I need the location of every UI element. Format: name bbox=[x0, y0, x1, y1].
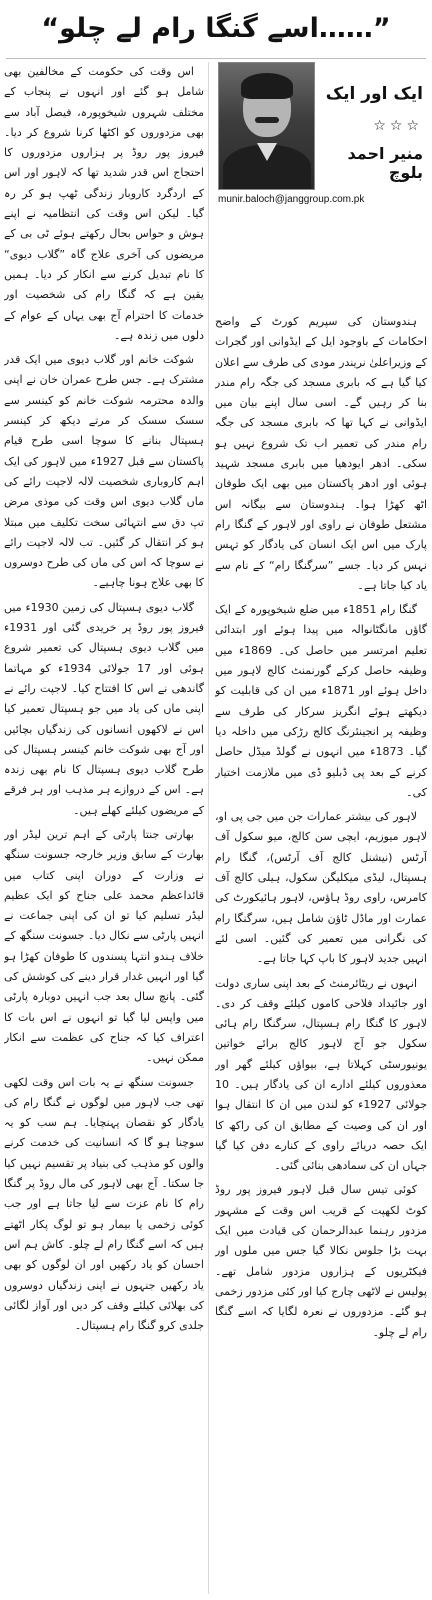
headline-rule bbox=[6, 58, 426, 59]
paragraph: لاہور کی بیشتر عمارات جن میں جی پی او، لاہور میوزیم، ایچی سن کالج، میو سکول آف آرٹس (نیشنل کالج آف آرٹس)، گنگا رام ہسپتال، لیڈی میکلیگن سکول، ہیلی کالج آف کامرس، راوی روڈ ہاؤس، لاہور ہائیکورٹ کی عمارت اور ماڈل ٹاؤن شامل ہیں، سرگنگا رام کی نگرانی میں تعمیر کی گئیں۔ اسی لئے انہیں جدید لاہور کا باپ کہا جاتا ہے۔ bbox=[215, 810, 427, 966]
paragraph: گلاب دیوی ہسپتال کی زمین 1930ء میں فیروز پور روڈ پر خریدی گئی اور 1931ء میں گلاب دیوی ہسپتال کی تعمیر شروع ہوئی اور 17 جولائی 1934ء کو مہاتما گاندھی نے اس کا افتتاح کیا۔ لاجپت رائے نے اپنی ماں کی یاد میں جو ہسپتال تعمیر کیا اس نے لاکھوں انسانوں کی زندگیاں بچائیں اور آج بھی شوکت خانم کینسر ہسپتال کی طرح گلاب دیوی ہسپتال کا نام بھی زندہ ہے۔ اس کے دروازے ہر مذہب اور ہر فرقے کے مریضوں کیلئے کھلے ہیں۔ bbox=[4, 600, 204, 817]
author-email: munir.baloch@janggroup.com.pk bbox=[218, 194, 365, 205]
paragraph: انہوں نے ریٹائرمنٹ کے بعد اپنی ساری دولت اور جائیداد فلاحی کاموں کیلئے وقف کر دی۔ لاہور کا گنگا رام ہسپتال، سرگنگا رام ہائی سکول جو آج لاہور کالج برائے خواتین یونیورسٹی کہلاتا ہے، بیواؤں کیلئے گھر اور معذوروں کیلئے ادارے ان کی یادگار ہیں۔ 10 جولائی 1927ء کو لندن میں ان کا انتقال ہوا اور ان کی وصیت کے مطابق ان کی راکھ کا ایک حصہ دریائے راوی کے کنارے دفن کیا گیا جہاں ان کی سمادھی بنائی گئی۔ bbox=[215, 976, 427, 1173]
paragraph: اس وقت کی حکومت کے مخالفین بھی شامل ہو گئے اور انہوں نے پنجاب کے مختلف شہروں شیخوپورہ، فیصل آباد سے بھی مزدوروں کو اکٹھا کرنا شروع کر دیا۔ فیروز پور روڈ پر ہزاروں مزدوروں کا احتجاج اس قدر شدید تھا کہ لاہور اور اس کے اردگرد کاروبار زندگی ٹھپ ہو کر رہ گیا۔ لیکن اس وقت کی انتظامیہ نے اپنے ہوش و حواس بحال رکھتے ہوئے ٹی بی کے مریضوں کی آخری علاج گاہ ”گلاب دیوی“ کا نام تبدیل کرنے سے انکار کر دیا۔ ہمیں یقین ہے کہ گنگا رام کی شخصیت اور خدمات کا احترام آج بھی یہاں کے عوام کے دلوں میں زندہ ہے۔ bbox=[4, 65, 204, 342]
paragraph: بھارتی جنتا پارٹی کے اہم ترین لیڈر اور بھارت کے سابق وزیر خارجہ جسونت سنگھ نے وزارت کے دوران اپنی کتاب میں قائداعظم محمد علی جناح کو ایک عظیم لیڈر تسلیم کیا تو ان کی اپنی جماعت نے انہیں پارٹی سے نکال دیا۔ جسونت سنگھ کے خلاف ہندو انتہا پسندوں کا طوفان کھڑا ہو گیا اور انہیں غدار قرار دینے کی کوشش کی گئی۔ پانچ سال بعد جب انہیں دوبارہ پارٹی میں واپس لیا گیا تو انہوں نے اس بات کا اعتراف کیا کہ جناح کی عظمت سے انکار ممکن نہیں۔ bbox=[4, 827, 204, 1065]
rating-stars: ☆☆☆ bbox=[373, 118, 423, 134]
column-title: ایک اور ایک bbox=[325, 84, 423, 104]
paragraph: شوکت خانم اور گلاب دیوی میں ایک قدر مشترک ہے۔ جس طرح عمران خان نے اپنی والدہ محترمہ شوکت خانم کو کینسر سے سسک سسک کر مرتے دیکھ کر کینسر ہسپتال بنانے کا سوچا اسی طرح قیام پاکستان سے قبل 1927ء میں لاہور کی ایک اہم کاروباری شخصیت لالہ لاجپت رائے کی ماں گلاب دیوی اس وقت کی موذی مرض تپ دق سے انتہائی سخت تکلیف میں مبتلا ہو کر انتقال کر گئیں۔ تب لالہ لاجپت رائے نے سوچا کہ اس کی ماں کی طرح دوسروں کا بھی علاج ہونا چاہیے۔ bbox=[4, 353, 204, 590]
author-name: منیر احمد بلوچ bbox=[347, 144, 423, 182]
left-column bbox=[4, 62, 204, 1594]
paragraph: ہندوستان کی سپریم کورٹ کے واضح احکامات کے باوجود ایل کے ایڈوانی اور گجرات کے وزیراعلیٰ نریندر مودی کی طرف سے اعلان کیا گیا ہے کہ بابری مسجد کی جگہ رام مندر بنا کر رہیں گے۔ اسی سال اپنے بیان میں ایڈوانی نے کہا تھا کہ بابری مسجد کی جگہ رام مندر کی تعمیر اب تک شروع نہیں ہو سکی۔ ادھر ایودھیا میں بابری مسجد شہید ہوئی اور ادھر پاکستان میں بھی ایک طوفان اٹھ کھڑا ہوا۔ ہندوستان سے بیگانہ اس مشتعل طوفان نے راوی اور لاہور کے گنگا رام پارک میں اس ایک انسان کی یادگار کو تہس نہس کر دیا۔ جسے ”سرگنگا رام“ کے نام سے یاد کیا جاتا ہے۔ bbox=[215, 315, 427, 592]
headline: ”……اسے گنگا رام لے چلو“ bbox=[41, 13, 391, 44]
paragraph: کوئی تیس سال قبل لاہور فیروز پور روڈ کوٹ لکھپت کے قریب اس وقت کے مشہور مزدور رہنما عبدالرحمان کی قیادت میں ایک بہت بڑا جلوس نکالا گیا جس میں ملوں اور فیکٹریوں کے ہزاروں مزدور شامل تھے۔ پولیس نے لاٹھی چارج کیا اور کئی مزدور زخمی ہو گئے۔ مزدوروں نے نعرہ لگایا کہ اسے گنگا رام لے چلو۔ bbox=[215, 1183, 427, 1339]
right-column bbox=[215, 160, 427, 1594]
column-divider bbox=[208, 62, 209, 1594]
paragraph: جسونت سنگھ نے یہ بات اس وقت لکھی تھی جب لاہور میں لوگوں نے گنگا رام کی یادگار کو نقصان پہنچایا۔ ہم سب کو یہ سوچنا ہو گا کہ انسانیت کی خدمت کرنے والوں کو مذہب کی بنیاد پر تقسیم نہیں کیا جا سکتا۔ آج بھی لاہور کی مال روڈ پر گنگا رام کا نام عزت سے لیا جاتا ہے اور جب کوئی زخمی یا بیمار ہو تو لوگ پکار اٹھتے ہیں کہ اسے گنگا رام لے چلو۔ کاش ہم اس احسان کو یاد رکھیں اور ان لوگوں کو بھی یاد رکھیں جنہوں نے اپنی زندگیاں دوسروں کی بھلائی کیلئے وقف کر دیں اور آواز لگائی جلدی کرو گنگا رام ہسپتال۔ bbox=[4, 1075, 204, 1333]
paragraph: گنگا رام 1851ء میں ضلع شیخوپورہ کے ایک گاؤں مانگٹانوالہ میں پیدا ہوئے اور ابتدائی تعلیم امرتسر میں حاصل کی۔ 1869ء میں وظیفہ حاصل کرکے گورنمنٹ کالج لاہور میں داخل ہوئے اور 1871ء میں ان کی قابلیت کو دیکھتے ہوئے انگریز سرکار کی طرف سے وظیفہ پر انجینئرنگ کالج رڑکی میں داخلہ دیا گیا۔ 1873ء میں انہوں نے گولڈ میڈل حاصل کرنے کے بعد پی ڈبلیو ڈی میں ملازمت اختیار کی۔ bbox=[215, 603, 427, 799]
